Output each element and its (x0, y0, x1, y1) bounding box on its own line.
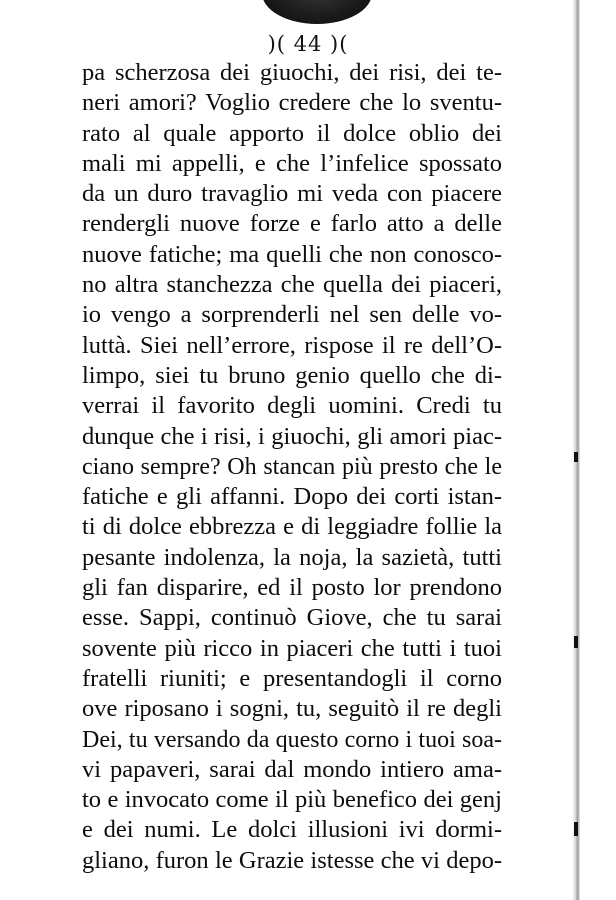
text-line: fatiche e gli affanni. Dopo dei corti istan- (82, 483, 502, 511)
text-line: rato al quale apporto il dolce oblio dei (82, 119, 502, 147)
text-line: da un duro travaglio mi veda con piacere (82, 180, 502, 208)
text-line: sovente più ricco in piaceri che tutti i tuoi (82, 634, 502, 662)
text-line: neri amori? Voglio credere che lo sventu- (82, 89, 502, 117)
text-line: vi papaveri, sarai dal mondo intiero ama- (82, 755, 502, 783)
body-text (82, 58, 502, 876)
text-line: Dei, tu versando da questo corno i tuoi soa- (82, 726, 502, 753)
text-line: limpo, siei tu bruno genio quello che di- (82, 361, 502, 389)
text-line: gli fan disparire, ed il posto lor prendono (82, 574, 502, 602)
text-line: nuove fatiche; ma quelli che non conosco- (82, 240, 502, 268)
text-line: mali mi appelli, e che l’infelice spossato (82, 149, 502, 177)
text-line: luttà. Siei nell’errore, rispose il re dell’O- (82, 331, 502, 359)
text-line: io vengo a sorprenderli nel sen delle vo- (82, 301, 502, 329)
text-line: esse. Sappi, continuò Giove, che tu sarai (82, 604, 502, 632)
text-line: ciano sempre? Oh stancan più presto che le (82, 453, 502, 480)
text-line: ti di dolce ebbrezza e di leggiadre follie la (82, 513, 502, 541)
text-line: e dei numi. Le dolci illusioni ivi dormi- (82, 816, 502, 844)
page-edge (572, 0, 580, 900)
text-line: no altra stanchezza che quella dei piaceri, (82, 271, 502, 299)
text-line: pesante indolenza, la noja, la sazietà, tutti (82, 543, 502, 571)
text-line: ove riposano i sogni, tu, seguitò il re degli (82, 695, 502, 723)
page-number: )( 44 )( (267, 32, 349, 56)
edge-mark (574, 822, 578, 836)
text-line: dunque che i risi, i giuochi, gli amori piac- (82, 422, 502, 450)
edge-mark (574, 636, 578, 648)
edge-mark (574, 452, 578, 462)
text-line: fratelli riuniti; e presentandogli il corno (82, 664, 502, 692)
text-line: verrai il favorito degli uomini. Credi tu (82, 392, 502, 420)
text-line: pa scherzosa dei giuochi, dei risi, dei te- (82, 59, 502, 86)
text-line: gliano, furon le Grazie istesse che vi depo- (82, 846, 502, 874)
text-line: rendergli nuove forze e farlo atto a delle (82, 210, 502, 238)
ink-blot (262, 0, 372, 24)
text-line: to e invocato come il più benefico dei genj (82, 786, 502, 814)
